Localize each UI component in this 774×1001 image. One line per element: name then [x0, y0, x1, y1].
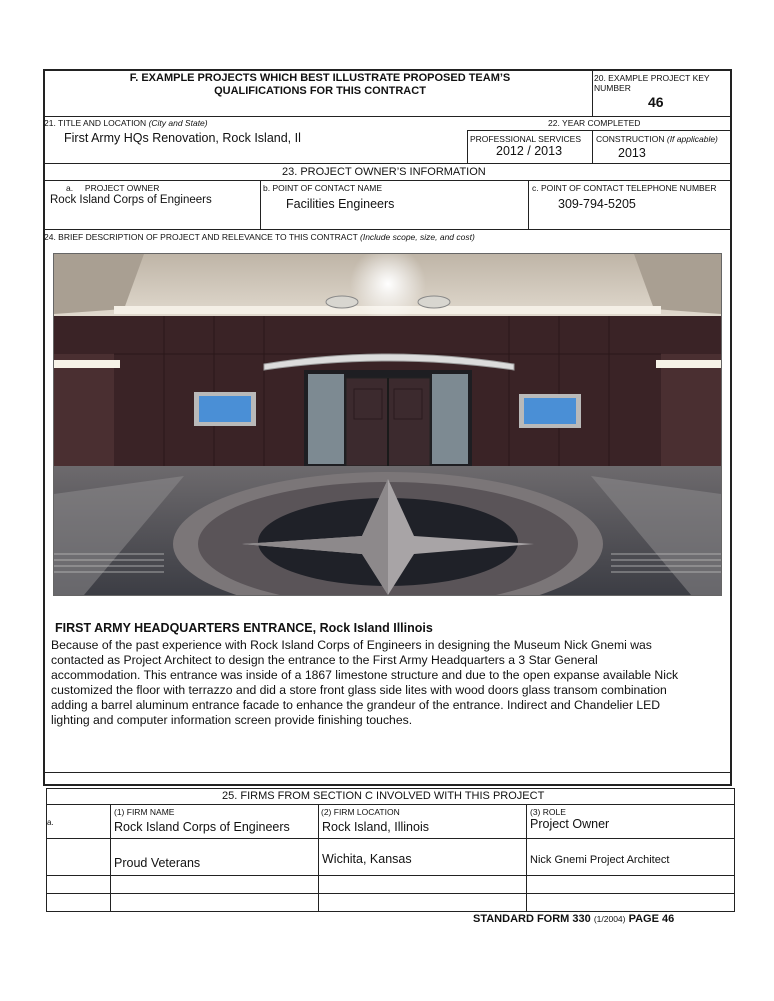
year-completed-line: [467, 130, 732, 131]
section-title-line2: QUALIFICATIONS FOR THIS CONTRACT: [214, 85, 426, 97]
description-line-1: Because of the past experience with Rock Island Corps of Engineers in designing the Museum Nick Gnemi was: [51, 638, 652, 652]
frame-right: [730, 69, 732, 786]
firms-row-letter: a.: [47, 818, 54, 827]
firms-top-line: [46, 788, 734, 789]
project-owner-label-letter: a.: [66, 183, 74, 193]
description-line-6: lighting and computer information screen provide finishing touches.: [51, 713, 413, 727]
firms-bottom-line: [46, 911, 734, 912]
frame-bottom-b: [43, 784, 732, 786]
description-label: [44, 232, 475, 242]
contact-name-label: b. POINT OF CONTACT NAME: [263, 183, 383, 193]
frame-bottom-a: [43, 772, 732, 773]
key-number-label-line1: 20. EXAMPLE PROJECT KEY: [594, 73, 710, 83]
construction-divider: [592, 130, 593, 163]
project-photo-illustration: [54, 254, 721, 595]
key-number-value: 46: [648, 94, 664, 110]
phone-label: c. POINT OF CONTACT TELEPHONE NUMBER: [532, 183, 717, 193]
key-number-label: [594, 73, 710, 93]
firm-role-col-label: (3) ROLE: [530, 807, 566, 817]
description-line-3: accommodation. This entrance was inside of a 1867 limestone structure and due to the open expanse available Nick: [51, 668, 679, 682]
section-title-line1: F. EXAMPLE PROJECTS WHICH BEST ILLUSTRATE PROPOSED TEAM’S: [129, 72, 511, 84]
firm-name-col-label: (1) FIRM NAME: [114, 807, 175, 817]
frame-left: [43, 69, 45, 786]
title-location-label-hint: (City and State): [148, 118, 208, 128]
header-bottom-line: [43, 116, 732, 117]
firms-col-divider-1: [110, 804, 111, 912]
project-photo: [53, 253, 722, 596]
project-owner-label: [66, 183, 159, 193]
construction-label-text: CONSTRUCTION: [596, 134, 665, 144]
form-footer-page: PAGE 46: [628, 913, 675, 925]
firms-row-line-1: [46, 838, 734, 839]
professional-services-label: PROFESSIONAL SERVICES: [470, 134, 582, 144]
professional-services-value: 2012 / 2013: [496, 144, 563, 158]
owner-info-line: [43, 180, 732, 181]
title-location-label-text: 21. TITLE AND LOCATION: [44, 118, 147, 128]
description-label-hint: (Include scope, size, and cost): [360, 232, 475, 242]
section-title: [60, 72, 580, 98]
year-completed-divider: [467, 130, 468, 163]
year-completed-label: 22. YEAR COMPLETED: [548, 118, 641, 128]
construction-value: 2013: [618, 146, 646, 160]
firms-row-line-3: [46, 893, 734, 894]
form-footer-name: STANDARD FORM 330: [473, 913, 591, 925]
description-line-4: customized the floor with terrazzo and did a store front glass side lites with wood doors glass transom combination: [51, 683, 667, 697]
frame-top: [43, 69, 732, 71]
firm-2-role: Nick Gnemi Project Architect: [530, 854, 670, 866]
row23-bottom-line: [43, 229, 732, 230]
construction-label: [596, 134, 718, 144]
phone-value: 309-794-5205: [558, 197, 636, 211]
owner-info-section-label: 23. PROJECT OWNER’S INFORMATION: [282, 166, 486, 178]
firms-col-divider-2: [318, 804, 319, 912]
firm-1-name: Rock Island Corps of Engineers: [114, 820, 290, 834]
firms-header-line: [46, 804, 734, 805]
title-location-label: [44, 118, 208, 128]
firms-section-label: 25. FIRMS FROM SECTION C INVOLVED WITH THIS PROJECT: [222, 790, 545, 802]
firm-2-location: Wichita, Kansas: [322, 852, 412, 866]
form-footer-date: (1/2004): [593, 914, 626, 924]
construction-label-hint: (If applicable): [666, 134, 718, 144]
form-footer: [473, 913, 674, 925]
contact-name-value: Facilities Engineers: [286, 197, 395, 211]
description-heading: FIRST ARMY HEADQUARTERS ENTRANCE, Rock Island Illinois: [55, 621, 433, 635]
description-line-5: adding a barrel aluminum entrance facade to enhance the grandeur of the entrance. Indirect and Chandelier LED: [51, 698, 661, 712]
description-label-text: 24. BRIEF DESCRIPTION OF PROJECT AND RELEVANCE TO THIS CONTRACT: [44, 232, 358, 242]
firms-right-line: [734, 788, 735, 912]
description-line-2: contacted as Project Architect to design the entrance to the First Army Headquarters a 3 Star General: [51, 653, 598, 667]
project-owner-label-text: PROJECT OWNER: [84, 183, 160, 193]
firm-1-role: Project Owner: [530, 817, 610, 831]
description-body: [51, 638, 726, 728]
contact-divider: [260, 180, 261, 229]
firms-col-divider-3: [526, 804, 527, 912]
phone-divider: [528, 180, 529, 229]
firm-2-name: Proud Veterans: [114, 856, 201, 870]
row21-bottom-line: [43, 163, 732, 164]
title-location-value: First Army HQs Renovation, Rock Island, Il: [64, 131, 301, 145]
project-owner-value: Rock Island Corps of Engineers: [50, 194, 212, 206]
firm-1-location: Rock Island, Illinois: [322, 820, 429, 834]
firms-row-line-2: [46, 875, 734, 876]
key-number-label-line2: NUMBER: [594, 83, 631, 93]
key-number-divider: [592, 69, 593, 116]
firm-location-col-label: (2) FIRM LOCATION: [321, 807, 400, 817]
